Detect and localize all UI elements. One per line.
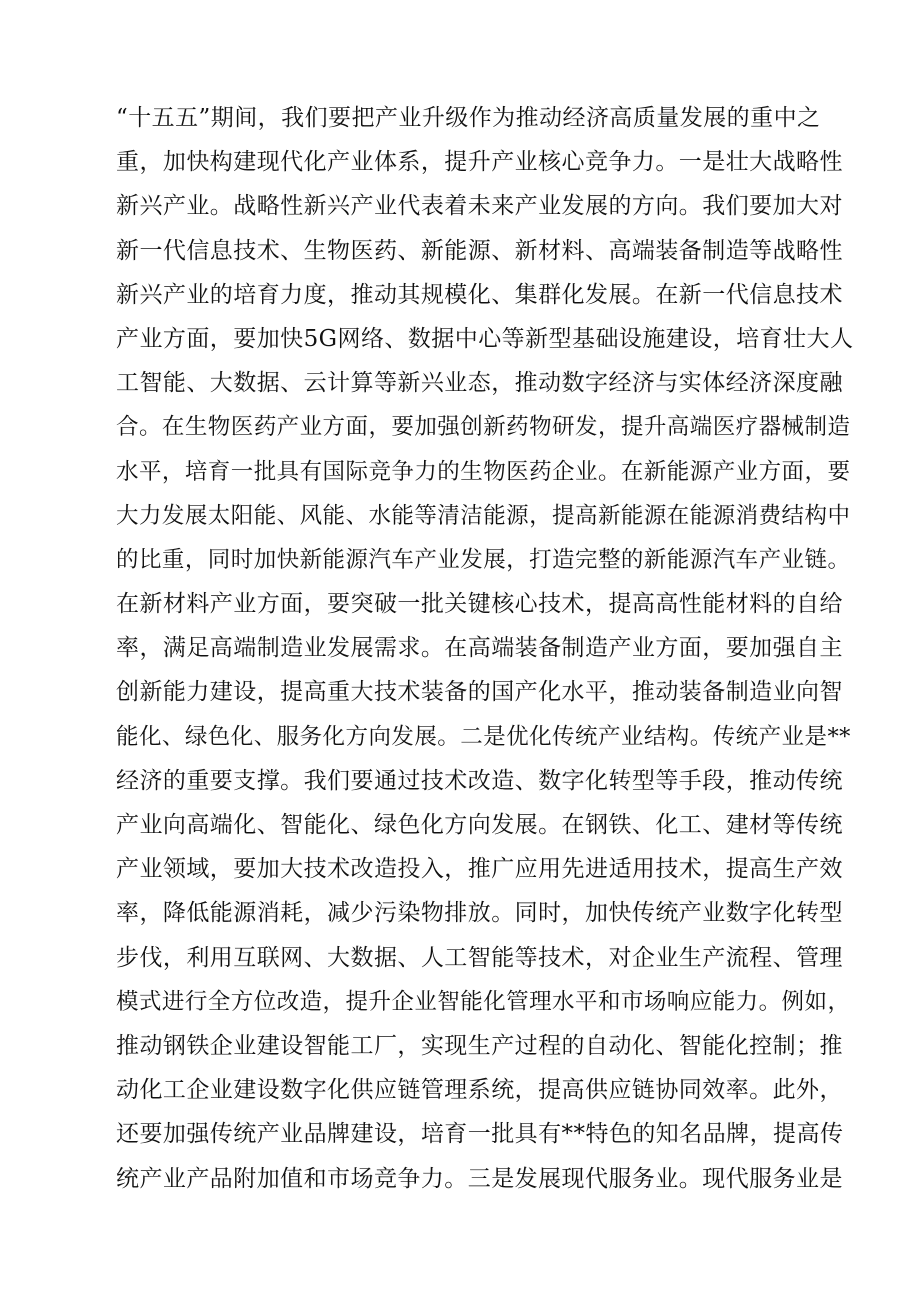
text-line: 新一代信息技术、生物医药、新能源、新材料、高端装备制造等战略性 [116, 237, 843, 264]
text-line: “十五五”期间，我们要把产业升级作为推动经济高质量发展的重中之 [116, 105, 821, 131]
text-line: 的比重，同时加快新能源汽车产业发展，打造完整的新能源汽车产业链。 [116, 546, 851, 573]
text-line: 大力发展太阳能、风能、水能等清洁能源，提高新能源在能源消费结构中 [116, 502, 851, 529]
body-paragraph [116, 96, 856, 1201]
text-line: 推动钢铁企业建设智能工厂，实现生产过程的自动化、智能化控制；推 [116, 1032, 843, 1059]
text-line: 合。在生物医药产业方面，要加强创新药物研发，提升高端医疗器械制造 [116, 414, 851, 441]
text-line: 能化、绿色化、服务化方向发展。二是优化传统产业结构。传统产业是** [116, 723, 851, 750]
text-line: 水平，培育一批具有国际竞争力的生物医药企业。在新能源产业方面，要 [116, 458, 851, 485]
text-line: 新兴产业。战略性新兴产业代表着未来产业发展的方向。我们要加大对 [116, 193, 843, 220]
text-line: 还要加强传统产业品牌建设，培育一批具有**特色的知名品牌，提高传 [116, 1121, 844, 1148]
text-line: 产业向高端化、智能化、绿色化方向发展。在钢铁、化工、建材等传统 [116, 812, 843, 838]
text-line: 创新能力建设，提高重大技术装备的国产化水平，推动装备制造业向智 [116, 679, 843, 706]
text-line: 模式进行全方位改造，提升企业智能化管理水平和市场响应能力。例如， [116, 988, 851, 1015]
text-line: 率，满足高端制造业发展需求。在高端装备制造产业方面，要加强自主 [116, 635, 843, 662]
text-line: 动化工企业建设数字化供应链管理系统，提高供应链协同效率。此外， [116, 1077, 843, 1104]
text-line: 工智能、大数据、云计算等新兴业态，推动数字经济与实体经济深度融 [116, 370, 843, 397]
text-line: 统产业产品附加值和市场竞争力。三是发展现代服务业。现代服务业是 [116, 1165, 843, 1192]
text-line: 新兴产业的培育力度，推动其规模化、集群化发展。在新一代信息技术 [116, 281, 843, 308]
text-line: 产业领域，要加大技术改造投入，推广应用先进适用技术，提高生产效 [116, 856, 843, 883]
text-line: 重，加快构建现代化产业体系，提升产业核心竞争力。一是壮大战略性 [116, 149, 843, 176]
text-line: 步伐，利用互联网、大数据、人工智能等技术，对企业生产流程、管理 [116, 944, 843, 971]
text-line: 产业方面，要加快5G网络、数据中心等新型基础设施建设，培育壮大人 [116, 325, 854, 352]
text-line: 经济的重要支撑。我们要通过技术改造、数字化转型等手段，推动传统 [116, 767, 843, 794]
text-line: 在新材料产业方面，要突破一批关键核心技术，提高高性能材料的自给 [116, 591, 843, 618]
text-line: 率，降低能源消耗，减少污染物排放。同时，加快传统产业数字化转型 [116, 900, 843, 927]
